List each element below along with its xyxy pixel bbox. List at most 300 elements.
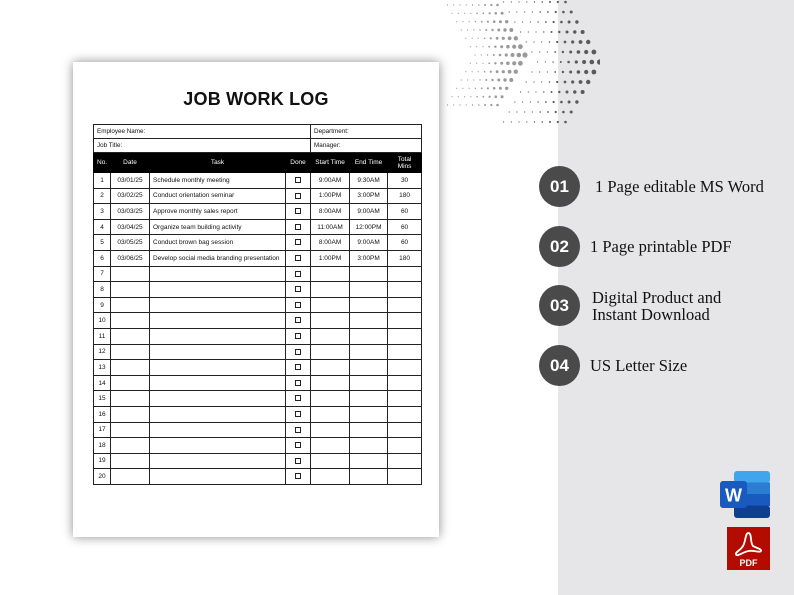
row-date[interactable]: 03/02/25 bbox=[111, 188, 150, 204]
word-icon[interactable] bbox=[720, 471, 770, 518]
halftone-dot bbox=[505, 53, 508, 56]
halftone-dot bbox=[478, 38, 479, 39]
row-total-mins[interactable] bbox=[388, 282, 422, 298]
job-work-log-sheet bbox=[73, 62, 439, 537]
row-total-mins[interactable]: 30 bbox=[388, 173, 422, 189]
row-total-mins[interactable]: 60 bbox=[388, 219, 422, 235]
done-checkbox[interactable] bbox=[295, 239, 301, 245]
halftone-dot bbox=[506, 62, 510, 66]
halftone-dot bbox=[482, 12, 484, 14]
halftone-dot bbox=[488, 46, 490, 48]
halftone-dot bbox=[539, 111, 541, 113]
halftone-dot bbox=[456, 88, 457, 89]
row-start-time[interactable] bbox=[311, 422, 350, 438]
feature-number-badge: 01 bbox=[539, 166, 580, 207]
row-done[interactable] bbox=[286, 266, 311, 282]
halftone-dot bbox=[473, 79, 474, 80]
halftone-dot bbox=[555, 111, 557, 113]
row-start-time[interactable] bbox=[311, 313, 350, 329]
halftone-dot bbox=[466, 4, 467, 5]
halftone-dot bbox=[464, 13, 465, 14]
row-date[interactable] bbox=[111, 375, 150, 391]
row-task[interactable]: Approve monthly sales report bbox=[150, 204, 286, 220]
row-date[interactable]: 03/04/25 bbox=[111, 219, 150, 235]
row-task[interactable] bbox=[150, 266, 286, 282]
halftone-dot bbox=[470, 46, 471, 47]
feature-number-badge: 03 bbox=[539, 285, 580, 326]
table-row bbox=[94, 282, 422, 298]
row-task[interactable] bbox=[150, 282, 286, 298]
halftone-dot bbox=[549, 1, 551, 3]
halftone-dot bbox=[459, 104, 460, 105]
row-end-time[interactable] bbox=[350, 266, 388, 282]
row-total-mins[interactable] bbox=[388, 391, 422, 407]
halftone-dot bbox=[505, 87, 508, 90]
row-date[interactable]: 03/03/25 bbox=[111, 204, 150, 220]
row-task[interactable] bbox=[150, 406, 286, 422]
halftone-dot bbox=[586, 40, 590, 44]
row-done[interactable] bbox=[286, 469, 311, 485]
col-header-no: No. bbox=[94, 153, 111, 173]
row-start-time[interactable]: 1:00PM bbox=[311, 188, 350, 204]
halftone-dot bbox=[528, 91, 529, 92]
row-end-time[interactable]: 9:00AM bbox=[350, 235, 388, 251]
halftone-dot bbox=[526, 1, 527, 2]
halftone-dot bbox=[557, 121, 559, 123]
halftone-dot bbox=[473, 29, 474, 30]
row-total-mins[interactable]: 60 bbox=[388, 235, 422, 251]
row-total-mins[interactable]: 180 bbox=[388, 250, 422, 266]
halftone-dot bbox=[461, 79, 462, 80]
halftone-dot bbox=[551, 31, 553, 33]
halftone-dot bbox=[476, 13, 478, 15]
department-field[interactable]: Department: bbox=[311, 125, 422, 139]
row-task[interactable]: Schedule monthly meeting bbox=[150, 173, 286, 189]
halftone-dot bbox=[493, 87, 496, 90]
done-checkbox[interactable] bbox=[295, 302, 301, 308]
row-date[interactable] bbox=[111, 313, 150, 329]
pdf-icon[interactable] bbox=[727, 527, 770, 570]
row-task[interactable]: Conduct brown bag session bbox=[150, 235, 286, 251]
row-date[interactable] bbox=[111, 391, 150, 407]
row-end-time[interactable]: 3:00PM bbox=[350, 188, 388, 204]
row-done[interactable] bbox=[286, 204, 311, 220]
halftone-dot bbox=[497, 29, 500, 32]
table-row bbox=[94, 173, 422, 189]
halftone-dot bbox=[481, 54, 482, 55]
job-title-field[interactable]: Job Title: bbox=[94, 139, 311, 153]
halftone-dot bbox=[491, 79, 493, 81]
row-total-mins[interactable] bbox=[388, 453, 422, 469]
halftone-dot bbox=[556, 41, 558, 43]
row-end-time[interactable] bbox=[350, 313, 388, 329]
row-end-time[interactable] bbox=[350, 344, 388, 360]
row-task[interactable]: Develop social media branding presentation bbox=[150, 250, 286, 266]
row-date[interactable] bbox=[111, 406, 150, 422]
halftone-dot bbox=[566, 91, 569, 94]
row-task[interactable]: Conduct orientation seminar bbox=[150, 188, 286, 204]
halftone-dot bbox=[479, 79, 480, 80]
done-checkbox[interactable] bbox=[295, 177, 301, 183]
row-start-time[interactable] bbox=[311, 266, 350, 282]
row-total-mins[interactable] bbox=[388, 422, 422, 438]
row-end-time[interactable] bbox=[350, 360, 388, 376]
row-end-time[interactable]: 12:00PM bbox=[350, 219, 388, 235]
halftone-dot bbox=[506, 45, 510, 49]
done-checkbox[interactable] bbox=[295, 224, 301, 230]
halftone-dot bbox=[592, 50, 597, 55]
row-no: 3 bbox=[94, 204, 111, 220]
row-task[interactable]: Organize team building activity bbox=[150, 219, 286, 235]
table-row bbox=[94, 406, 422, 422]
halftone-dot bbox=[447, 4, 448, 5]
halftone-dot bbox=[535, 31, 536, 32]
row-done[interactable] bbox=[286, 375, 311, 391]
row-done[interactable] bbox=[286, 219, 311, 235]
row-start-time[interactable]: 1:00PM bbox=[311, 250, 350, 266]
row-total-mins[interactable] bbox=[388, 328, 422, 344]
halftone-dot bbox=[526, 81, 527, 82]
halftone-dot bbox=[562, 11, 565, 14]
halftone-dot bbox=[447, 104, 448, 105]
row-end-time[interactable] bbox=[350, 375, 388, 391]
halftone-dot bbox=[528, 31, 529, 32]
row-start-time[interactable]: 8:00AM bbox=[311, 235, 350, 251]
halftone-dot bbox=[524, 111, 525, 112]
halftone-dot bbox=[505, 20, 508, 23]
halftone-dot bbox=[549, 41, 551, 43]
row-start-time[interactable]: 11:00AM bbox=[311, 219, 350, 235]
row-task[interactable] bbox=[150, 297, 286, 313]
row-end-time[interactable] bbox=[350, 453, 388, 469]
halftone-dot bbox=[465, 71, 466, 72]
done-checkbox[interactable] bbox=[295, 317, 301, 323]
row-total-mins[interactable]: 180 bbox=[388, 188, 422, 204]
halftone-dot bbox=[564, 41, 567, 44]
table-row bbox=[94, 313, 422, 329]
feature-text bbox=[590, 357, 687, 374]
row-task[interactable] bbox=[150, 328, 286, 344]
halftone-dot bbox=[584, 50, 588, 54]
row-done[interactable] bbox=[286, 235, 311, 251]
row-start-time[interactable] bbox=[311, 406, 350, 422]
row-done[interactable] bbox=[286, 328, 311, 344]
halftone-dot bbox=[547, 11, 549, 13]
halftone-dot bbox=[512, 45, 516, 49]
table-row bbox=[94, 235, 422, 251]
row-no: 15 bbox=[94, 391, 111, 407]
halftone-dot bbox=[516, 11, 517, 12]
halftone-dot bbox=[543, 31, 544, 32]
row-end-time[interactable] bbox=[350, 282, 388, 298]
svg-text:PDF: PDF bbox=[739, 558, 758, 568]
halftone-dot bbox=[558, 31, 560, 33]
row-end-time[interactable] bbox=[350, 438, 388, 454]
row-start-time[interactable] bbox=[311, 438, 350, 454]
row-done[interactable] bbox=[286, 313, 311, 329]
table-row bbox=[94, 344, 422, 360]
done-checkbox[interactable] bbox=[295, 427, 301, 433]
row-task[interactable] bbox=[150, 344, 286, 360]
row-start-time[interactable] bbox=[311, 360, 350, 376]
halftone-dot bbox=[482, 46, 483, 47]
row-total-mins[interactable] bbox=[388, 438, 422, 454]
table-row bbox=[94, 360, 422, 376]
halftone-dot bbox=[566, 31, 569, 34]
row-date[interactable] bbox=[111, 469, 150, 485]
halftone-dot bbox=[485, 79, 487, 81]
row-done[interactable] bbox=[286, 438, 311, 454]
halftone-dot bbox=[571, 80, 574, 83]
halftone-dot bbox=[522, 52, 527, 57]
row-start-time[interactable] bbox=[311, 469, 350, 485]
row-date[interactable] bbox=[111, 453, 150, 469]
halftone-dot bbox=[537, 21, 538, 22]
row-end-time[interactable] bbox=[350, 391, 388, 407]
halftone-dot bbox=[482, 63, 483, 64]
done-checkbox[interactable] bbox=[295, 473, 301, 479]
row-date[interactable]: 03/01/25 bbox=[111, 173, 150, 189]
row-date[interactable] bbox=[111, 422, 150, 438]
halftone-dot bbox=[581, 30, 585, 34]
row-total-mins[interactable] bbox=[388, 469, 422, 485]
halftone-dot bbox=[490, 37, 492, 39]
row-task[interactable] bbox=[150, 375, 286, 391]
row-date[interactable] bbox=[111, 282, 150, 298]
halftone-dot bbox=[493, 54, 495, 56]
halftone-dot bbox=[487, 54, 488, 55]
row-done[interactable] bbox=[286, 422, 311, 438]
row-done[interactable] bbox=[286, 344, 311, 360]
row-end-time[interactable] bbox=[350, 328, 388, 344]
halftone-dot bbox=[465, 38, 466, 39]
done-checkbox[interactable] bbox=[295, 208, 301, 214]
row-done[interactable] bbox=[286, 188, 311, 204]
row-task[interactable] bbox=[150, 469, 286, 485]
manager-field[interactable]: Manager: bbox=[311, 139, 422, 153]
halftone-dot bbox=[462, 88, 463, 89]
halftone-dot bbox=[542, 121, 544, 123]
row-start-time[interactable] bbox=[311, 344, 350, 360]
halftone-dot bbox=[526, 121, 527, 122]
feature-text bbox=[595, 178, 764, 195]
row-date[interactable]: 03/06/25 bbox=[111, 250, 150, 266]
halftone-dot bbox=[549, 81, 551, 83]
info-row bbox=[94, 139, 422, 153]
done-checkbox[interactable] bbox=[295, 193, 301, 199]
row-end-time[interactable]: 3:00PM bbox=[350, 250, 388, 266]
halftone-dot bbox=[514, 70, 518, 74]
row-done[interactable] bbox=[286, 297, 311, 313]
halftone-dot bbox=[503, 121, 504, 122]
halftone-dot bbox=[509, 111, 510, 112]
done-checkbox[interactable] bbox=[295, 333, 301, 339]
row-done[interactable] bbox=[286, 406, 311, 422]
halftone-dot bbox=[502, 70, 505, 73]
halftone-dot bbox=[478, 71, 479, 72]
feature-item bbox=[539, 285, 721, 326]
halftone-dot bbox=[509, 11, 510, 12]
row-date[interactable] bbox=[111, 328, 150, 344]
done-checkbox[interactable] bbox=[295, 411, 301, 417]
halftone-dot bbox=[530, 101, 531, 102]
row-task[interactable] bbox=[150, 438, 286, 454]
halftone-dot bbox=[494, 46, 496, 48]
row-start-time[interactable] bbox=[311, 282, 350, 298]
halftone-dot bbox=[499, 20, 502, 23]
row-end-time[interactable] bbox=[350, 297, 388, 313]
halftone-dot bbox=[478, 104, 480, 106]
feature-item bbox=[539, 166, 764, 207]
halftone-dot bbox=[518, 61, 523, 66]
row-date[interactable]: 03/05/25 bbox=[111, 235, 150, 251]
halftone-dot bbox=[459, 4, 460, 5]
halftone-dot bbox=[518, 44, 523, 49]
halftone-dot bbox=[478, 4, 480, 6]
row-date[interactable] bbox=[111, 297, 150, 313]
row-total-mins[interactable] bbox=[388, 266, 422, 282]
halftone-dot bbox=[586, 80, 590, 84]
table-row bbox=[94, 422, 422, 438]
row-total-mins[interactable] bbox=[388, 406, 422, 422]
halftone-dot bbox=[476, 46, 477, 47]
row-start-time[interactable] bbox=[311, 328, 350, 344]
halftone-dot bbox=[558, 91, 560, 93]
done-checkbox[interactable] bbox=[295, 395, 301, 401]
row-end-time[interactable]: 9:30AM bbox=[350, 173, 388, 189]
halftone-dot bbox=[581, 90, 585, 94]
row-date[interactable] bbox=[111, 360, 150, 376]
row-total-mins[interactable] bbox=[388, 375, 422, 391]
halftone-dot bbox=[539, 71, 540, 72]
halftone-dot bbox=[590, 60, 595, 65]
row-no: 10 bbox=[94, 313, 111, 329]
done-checkbox[interactable] bbox=[295, 380, 301, 386]
row-end-time[interactable]: 9:00AM bbox=[350, 204, 388, 220]
row-total-mins[interactable] bbox=[388, 344, 422, 360]
halftone-dot bbox=[469, 21, 470, 22]
row-task[interactable] bbox=[150, 360, 286, 376]
halftone-dot bbox=[470, 63, 471, 64]
col-header-task: Task bbox=[150, 153, 286, 173]
row-start-time[interactable] bbox=[311, 453, 350, 469]
done-checkbox[interactable] bbox=[295, 458, 301, 464]
halftone-dot bbox=[582, 60, 586, 64]
halftone-dot bbox=[564, 81, 567, 84]
halftone-dot bbox=[475, 21, 476, 22]
halftone-dot bbox=[452, 13, 453, 14]
row-start-time[interactable] bbox=[311, 297, 350, 313]
halftone-dot bbox=[547, 51, 548, 52]
done-checkbox[interactable] bbox=[295, 442, 301, 448]
row-end-time[interactable] bbox=[350, 406, 388, 422]
halftone-dot bbox=[518, 121, 519, 122]
halftone-dot bbox=[490, 4, 492, 6]
halftone-dot bbox=[553, 21, 555, 23]
done-checkbox[interactable] bbox=[295, 286, 301, 292]
row-end-time[interactable] bbox=[350, 422, 388, 438]
table-row bbox=[94, 250, 422, 266]
halftone-dot bbox=[560, 101, 563, 104]
feature-item bbox=[539, 345, 687, 386]
feature-text-line: Instant Download bbox=[592, 304, 710, 324]
halftone-dot bbox=[496, 104, 499, 107]
row-done[interactable] bbox=[286, 360, 311, 376]
halftone-dot bbox=[476, 63, 477, 64]
row-start-time[interactable]: 8:00AM bbox=[311, 204, 350, 220]
row-done[interactable] bbox=[286, 391, 311, 407]
halftone-dot bbox=[484, 104, 486, 106]
row-task[interactable] bbox=[150, 422, 286, 438]
row-end-time[interactable] bbox=[350, 469, 388, 485]
halftone-dot bbox=[481, 87, 483, 89]
halftone-dot bbox=[597, 59, 600, 64]
halftone-dot bbox=[493, 20, 496, 23]
halftone-dot bbox=[472, 4, 473, 5]
done-checkbox[interactable] bbox=[295, 349, 301, 355]
row-task[interactable] bbox=[150, 391, 286, 407]
table-row bbox=[94, 375, 422, 391]
table-row bbox=[94, 328, 422, 344]
row-task[interactable] bbox=[150, 453, 286, 469]
row-done[interactable] bbox=[286, 173, 311, 189]
halftone-dot bbox=[487, 21, 489, 23]
feature-text-line: 1 Page editable MS Word bbox=[595, 177, 764, 196]
halftone-dot bbox=[511, 53, 515, 57]
row-date[interactable] bbox=[111, 344, 150, 360]
row-start-time[interactable] bbox=[311, 375, 350, 391]
halftone-dot bbox=[469, 88, 470, 89]
feature-text-line: Digital Product and bbox=[592, 287, 722, 307]
halftone-dot bbox=[545, 21, 547, 23]
row-total-mins[interactable]: 60 bbox=[388, 204, 422, 220]
halftone-dot bbox=[452, 96, 453, 97]
halftone-dot bbox=[500, 45, 503, 48]
halftone-dot bbox=[571, 40, 574, 43]
employee-name-field[interactable]: Employee Name: bbox=[94, 125, 311, 139]
row-total-mins[interactable] bbox=[388, 313, 422, 329]
halftone-dot bbox=[562, 111, 565, 114]
row-task[interactable] bbox=[150, 313, 286, 329]
row-total-mins[interactable] bbox=[388, 297, 422, 313]
table-header-row bbox=[94, 153, 422, 173]
halftone-dot bbox=[481, 21, 483, 23]
halftone-dot bbox=[541, 41, 542, 42]
done-checkbox[interactable] bbox=[295, 271, 301, 277]
row-no: 7 bbox=[94, 266, 111, 282]
halftone-dot bbox=[545, 61, 546, 62]
halftone-dot bbox=[495, 95, 498, 98]
done-checkbox[interactable] bbox=[295, 255, 301, 261]
halftone-dot bbox=[554, 71, 556, 73]
row-start-time[interactable]: 9:00AM bbox=[311, 173, 350, 189]
row-done[interactable] bbox=[286, 453, 311, 469]
halftone-dot bbox=[549, 121, 551, 123]
halftone-dot bbox=[577, 70, 581, 74]
row-done[interactable] bbox=[286, 282, 311, 298]
done-checkbox[interactable] bbox=[295, 364, 301, 370]
halftone-dot bbox=[545, 101, 547, 103]
row-done[interactable] bbox=[286, 250, 311, 266]
row-date[interactable] bbox=[111, 266, 150, 282]
col-header-end-time: End Time bbox=[350, 153, 388, 173]
halftone-dot bbox=[520, 31, 521, 32]
halftone-dot bbox=[485, 29, 487, 31]
row-total-mins[interactable] bbox=[388, 360, 422, 376]
row-date[interactable] bbox=[111, 438, 150, 454]
row-start-time[interactable] bbox=[311, 391, 350, 407]
halftone-dot bbox=[570, 111, 573, 114]
